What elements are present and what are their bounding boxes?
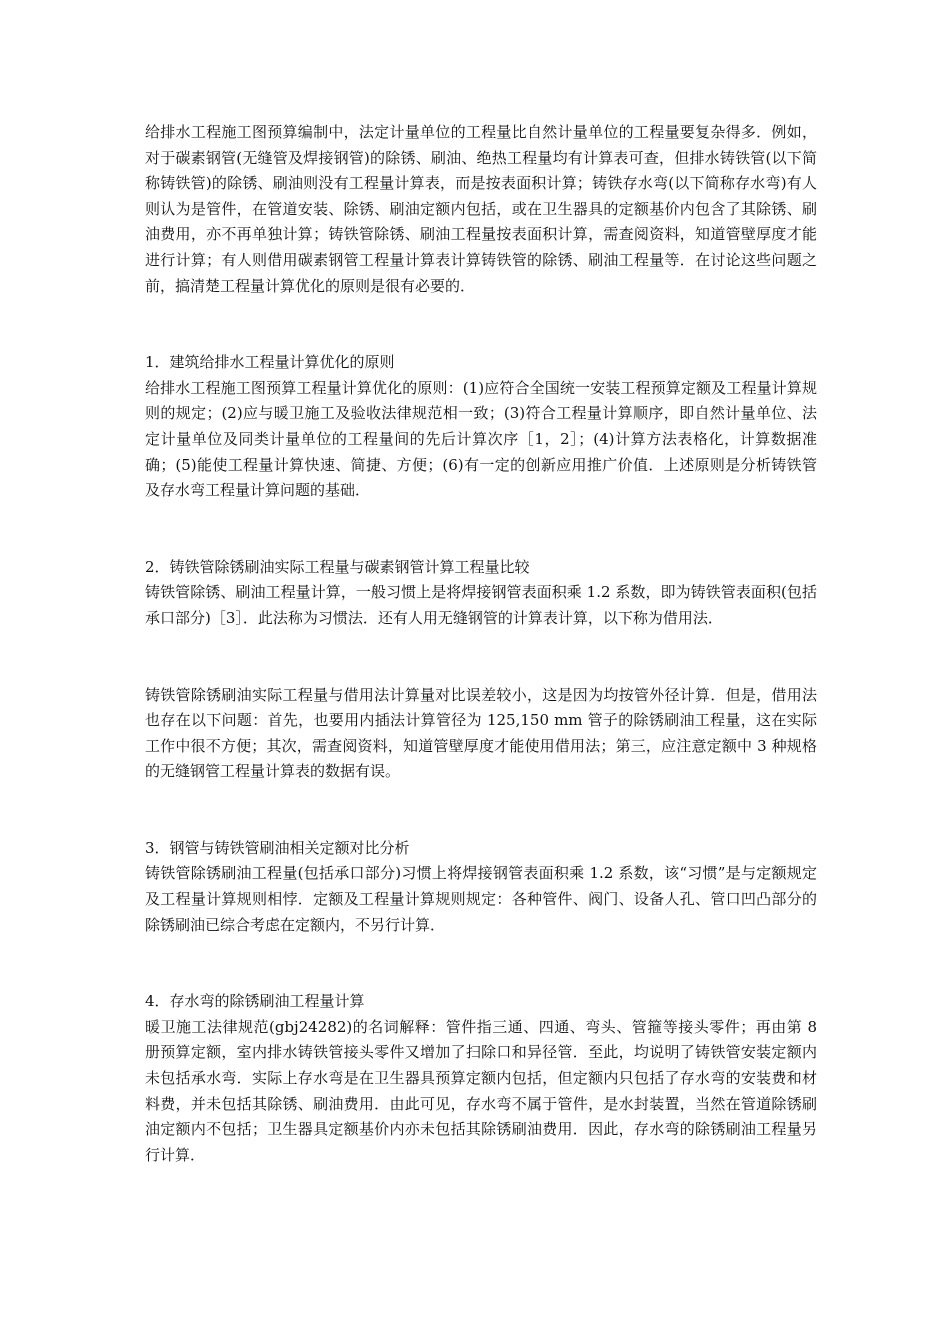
section-4-paragraph-1: 暖卫施工法律规范(gbj24282)的名词解释：管件指三通、四通、弯头、管箍等接头零件；再由第 8 册预算定额，室内排水铸铁管接头零件又增加了扫除口和异径管．至此，均说明了铸铁管安装定额内未包括承水弯．实际上存水弯是在卫生器具预算定额内包括，但定额内只包括了存水弯的安装费和材料费，并未包括其除锈、刷油费用．由此可见，存水弯不属于管件，是水封装置，当然在管道除锈刷油定额内不包括；卫生器具定额基价内亦未包括其除锈刷油费用．因此，存水弯的除锈刷油工程量另行计算． (145, 1017, 817, 1164)
section-heading-3: 3．钢管与铸铁管刷油相关定额对比分析 (145, 838, 410, 857)
section-heading-1: 1．建筑给排水工程量计算优化的原则 (145, 353, 395, 372)
document-body (145, 120, 817, 1168)
section-gap (145, 504, 817, 555)
section-gap (145, 938, 817, 989)
section-3-paragraph-1: 铸铁管除锈刷油工程量(包括承口部分)习惯上将焊接钢管表面积乘 1.2 系数，该“习惯”是与定额规定及工程量计算规则相悖．定额及工程量计算规则规定：各种管件、阀门、设备人孔、管口凹凸部分的除锈刷油已综合考虑在定额内，不另行计算． (145, 864, 817, 934)
section-heading-4: 4．存水弯的除锈刷油工程量计算 (145, 992, 365, 1011)
section-gap (145, 785, 817, 836)
intro-paragraph: 给排水工程施工图预算编制中，法定计量单位的工程量比自然计量单位的工程量要复杂得多．例如，对于碳素钢管(无缝管及焊接钢管)的除锈、刷油、绝热工程量均有计算表可查，但排水铸铁管(以下简称铸铁管)的除锈、刷油则没有工程量计算表，而是按表面积计算；铸铁存水弯(以下简称存水弯)有人则认为是管件，在管道安装、除锈、刷油定额内包括，或在卫生器具的定额基价内包含了其除锈、刷油费用，亦不再单独计算；铸铁管除锈、刷油工程量按表面积计算，需查阅资料，知道管壁厚度才能进行计算；有人则借用碳素钢管工程量计算表计算铸铁管的除锈、刷油工程量等．在讨论这些问题之前，搞清楚工程量计算优化的原则是很有必要的． (145, 123, 817, 295)
section-2-paragraph-2: 铸铁管除锈刷油实际工程量与借用法计算量对比误差较小，这是因为均按管外径计算．但是，借用法也存在以下问题：首先，也要用内插法计算管径为 125,150 mm 管子的除锈刷油工程量，这在实际工作中很不方便；其次，需查阅资料，知道管壁厚度才能使用借用法；第三，应注意定额中 3 种规格的无缝钢管工程量计算表的数据有误。 (145, 685, 817, 781)
section-1-paragraph-1: 给排水工程施工图预算工程量计算优化的原则：(1)应符合全国统一安装工程预算定额及工程量计算规则的规定；(2)应与暖卫施工及验收法律规范相一致；(3)符合工程量计算顺序，即自然计量单位、法定计量单位及同类计量单位的工程量间的先后计算次序［1，2］；(4)计算方法表格化，计算数据准确；(5)能使工程量计算快速、简捷、方便；(6)有一定的创新应用推广价值．上述原则是分析铸铁管及存水弯工程量计算问题的基础． (145, 378, 817, 500)
section-2-paragraph-1: 铸铁管除锈、刷油工程量计算，一般习惯上是将焊接钢管表面积乘 1.2 系数，即为铸铁管表面积(包括承口部分)［3］．此法称为习惯法．还有人用无缝钢管的计算表计算，以下称为借用法． (145, 583, 817, 627)
section-heading-2: 2．铸铁管除锈刷油实际工程量与碳素钢管计算工程量比较 (145, 557, 530, 576)
paragraph-gap (145, 632, 817, 683)
section-gap (145, 299, 817, 350)
